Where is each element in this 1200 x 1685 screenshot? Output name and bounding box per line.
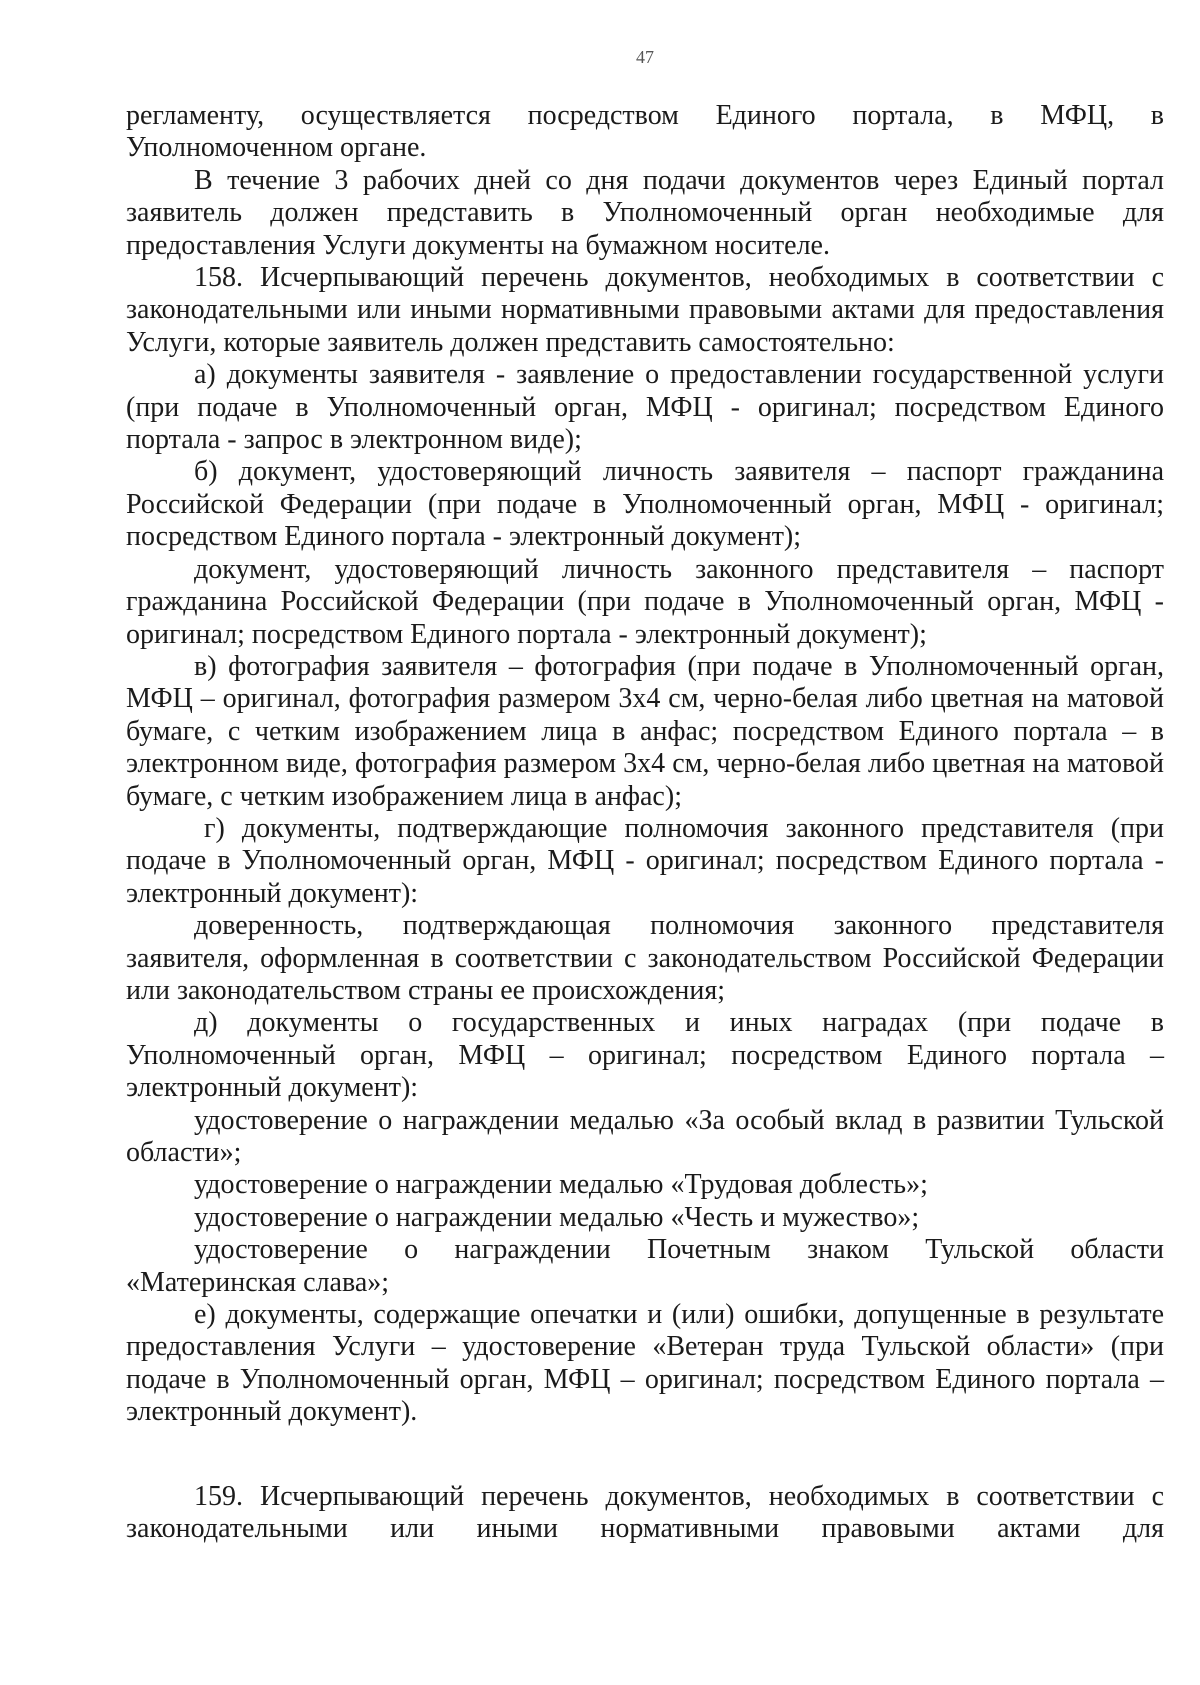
paragraph-item-v: в) фотография заявителя – фотография (при подаче в Уполномоченный орган, МФЦ – оригинал, фотография размером 3х4 см, черно-белая либо цветная на матовой бумаге, с четким изображением лица в анфас; посредством Единого портала – в электронном виде, фотография размером 3х4 см, черно-белая либо цветная на матовой бумаге, с четким изображением лица в анфас); [126, 650, 1164, 812]
paragraph-regulation-end: регламенту, осуществляется посредством Единого портала, в МФЦ, в Уполномоченном органе. [126, 100, 1164, 164]
paragraph-medal-contribution: удостоверение о награждении медалью «За особый вклад в развитии Тульской области»; [126, 1104, 1164, 1168]
paragraph-medal-honour: удостоверение о награждении медалью «Честь и мужество»; [194, 1201, 920, 1233]
paragraph-item-a: а) документы заявителя - заявление о предоставлении государственной услуги (при подаче в Уполномоченный орган, МФЦ - оригинал; посредством Единого портала - запрос в электронном виде); [126, 359, 1164, 456]
paragraph-item-e: е) документы, содержащие опечатки и (или) ошибки, допущенные в результате предоставления Услуги – удостоверение «Ветеран труда Тульской области» (при подаче в Уполномоченный орган, МФЦ – оригинал; посредством Единого портала – электронный документ). [126, 1299, 1164, 1428]
paragraph-medal-labour: удостоверение о награждении медалью «Трудовая доблесть»; [194, 1169, 928, 1201]
paragraph-power-of-attorney: доверенность, подтверждающая полномочия законного представителя заявителя, оформленная в соответствии с законодательством Российской Федерации или законодательством страны ее происхождения; [126, 910, 1164, 1006]
paragraph-item-g: г) документы, подтверждающие полномочия законного представителя (при подаче в Уполномоченный орган, МФЦ - оригинал; посредством Единого портала - электронный документ): [126, 812, 1164, 909]
paragraph-item-d: д) документы о государственных и иных наградах (при подаче в Уполномоченный орган, МФЦ – оригинал; посредством Единого портала – электронный документ): [126, 1007, 1164, 1104]
paragraph-spacer [126, 1429, 1164, 1481]
paragraph-item-159: 159. Исчерпывающий перечень документов, необходимых в соответствии с законодательными или иными нормативными правовыми актами для [126, 1480, 1164, 1545]
document-body [126, 100, 1164, 1545]
paragraph-sign-motherhood: удостоверение о награждении Почетным знаком Тульской области «Материнская слава»; [126, 1234, 1164, 1298]
paragraph-representative-id: документ, удостоверяющий личность законного представителя – паспорт гражданина Российской Федерации (при подаче в Уполномоченный орган, МФЦ - оригинал; посредством Единого портала - электронный документ); [126, 553, 1164, 650]
paragraph-item-158: 158. Исчерпывающий перечень документов, необходимых в соответствии с законодательными или иными нормативными правовыми актами для предоставления Услуги, которые заявитель должен представить самостоятельно: [126, 262, 1164, 358]
paragraph-paper-submission: В течение 3 рабочих дней со дня подачи документов через Единый портал заявитель должен представить в Уполномоченный орган необходимые для предоставления Услуги документы на бумажном носителе. [126, 164, 1164, 261]
paragraph-item-b: б) документ, удостоверяющий личность заявителя – паспорт гражданина Российской Федерации (при подаче в Уполномоченный орган, МФЦ - оригинал; посредством Единого портала - электронный документ); [126, 456, 1164, 553]
page-number: 47 [636, 47, 654, 67]
